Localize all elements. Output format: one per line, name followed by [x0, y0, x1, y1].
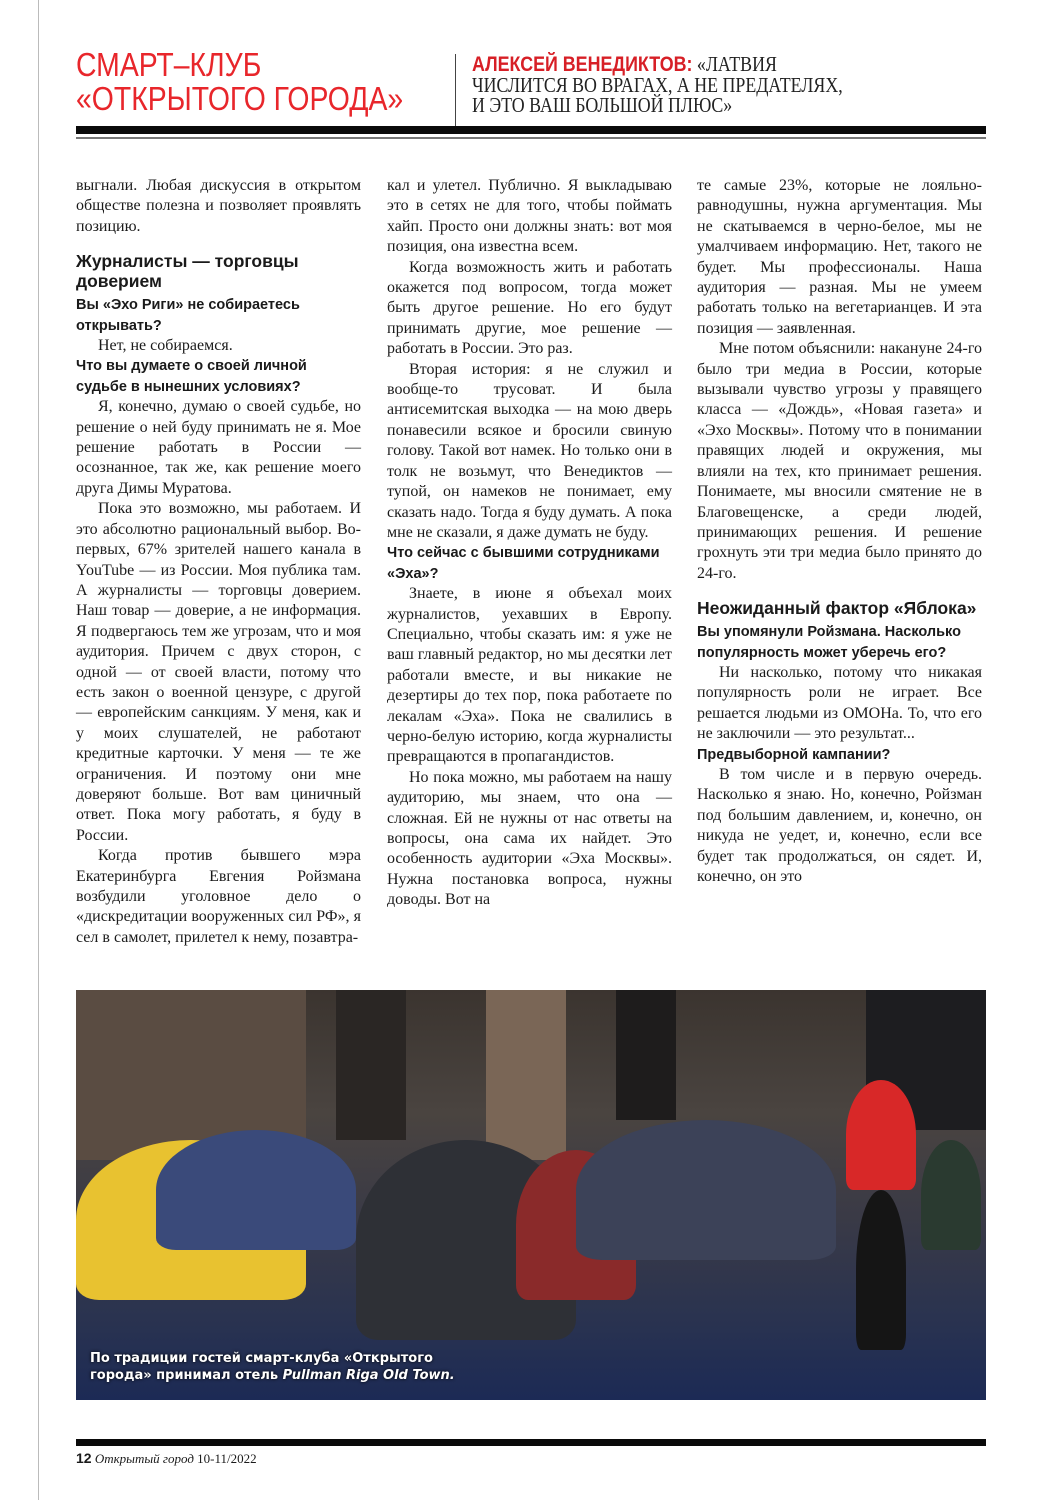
- subheading: Журналисты — торговцы доверием: [76, 251, 299, 292]
- section-title: СМАРТ–КЛУБ «ОТКРЫТОГО ГОРОДА»: [76, 46, 404, 117]
- speaker-name: АЛЕКСЕЙ ВЕНЕДИКТОВ:: [472, 53, 693, 76]
- text-column-1: [76, 176, 361, 948]
- paragraph: Знаете, в июне я объехал моих журналистов, уехавших в Европу. Специально, чтобы сказать им: я уже не ваш главный редактор, но мы десятки лет работали вместе, и вы никакие не дезертиры до тех пор, пока работаете по лекалам «Эха». Пока не свалились в черно-белую историю, когда журналисты превращаются в пропагандистов.: [387, 585, 672, 766]
- paragraph: выгнали. Любая дискуссия в открытом обществе полезна и позволяет проявлять позицию.: [76, 177, 361, 235]
- paragraph: В том числе и в первую очередь. Насколько я знаю. Но, конечно, Ройзман под большим давлением, и, конечно, он никуда не уедет, и, конечно, если все будет так продолжаться, он сядет. И, конечно, он это: [697, 765, 982, 885]
- issue-date: 10-11/2022: [193, 1451, 257, 1466]
- article-headline: АЛЕКСЕЙ ВЕНЕДИКТОВ: «ЛАТВИЯ ЧИСЛИТСЯ ВО ВРАГАХ, А НЕ ПРЕДАТЕЛЯХ, И ЭТО ВАШ БОЛЬШОЙ ПЛЮС»: [472, 52, 843, 117]
- interview-question: Вы «Эхо Риги» не собираетесь открывать?: [76, 297, 300, 334]
- paragraph: Пока это возможно, мы работаем. И это абсолютно рациональный выбор. Во-первых, 67% зрителей нашего канала в YouTube — из России. Моя публика там. А журналисты — торговцы доверием. Наш товар — доверие, а не информация. Я подвергаюсь тем же угрозам, что и моя аудитория. Причем с двух сторон, с одной — от своей власти, потому что есть закон о военной цензуре, с другой — европейским санкциям. У меня, как и у моих слушателей, не работают кредитные карточки. У меня — те же ограничения. И поэтому они мне доверяют больше. Вот вам циничный ответ. Пока могу работать, я буду в России.: [76, 500, 361, 844]
- footer-bar: [76, 1439, 986, 1446]
- photo-caption: По традиции гостей смарт-клуба «Открытого города» принимал отель Pullman Riga Old Town.: [90, 1351, 455, 1383]
- paragraph: те самые 23%, которые не лояльно-равнодушны, нужна аргументация. Мы не скатываемся в черно-белое, мы не умалчиваем информацию. Нет, такого не будет. Мы профессионалы. Наша аудитория — разная. Мы не умеем работать только на вегетарианцев. И эта позиция — заявленная.: [697, 177, 982, 337]
- paragraph: Мне потом объяснили: накануне 24-го было три медиа в России, которые вызывали чувство угрозы у правящего класса — «Дождь», «Новая газета» и «Эхо Москвы». Потому что в понимании правящих людей и окружения, мы влияли на тех, кто принимает решения. Понимаете, мы вносили смятение не в Благовещенске, а среди людей, принимающих решения. И решение грохнуть эти три медиа было принято до 24-го.: [697, 340, 982, 582]
- paragraph: Когда против бывшего мэра Екатеринбурга Евгения Ройзмана возбудили уголовное дело о «дискредитации вооруженных сил РФ», я сел в самолет, прилетел к нему, позавтра-: [76, 847, 361, 946]
- paragraph: кал и улетел. Публично. Я выкладываю это в сетях не для того, чтобы поймать хайп. Просто они должны знать: вот моя позиция, она известна всем.: [387, 177, 672, 256]
- text-column-2: [387, 176, 672, 911]
- paragraph: Нет, не собираемся.: [98, 337, 233, 355]
- page-footer: [76, 1450, 257, 1467]
- header-divider: [455, 54, 456, 126]
- paragraph: Я, конечно, думаю о своей судьбе, но решение о ней буду принимать не я. Мое решение работать в России — осознанное, так же, как решение моего друга Димы Муратова.: [76, 398, 361, 497]
- event-photo: [76, 990, 986, 1400]
- paragraph: Вторая история: я не служил и вообще-то трусоват. И была антисемитская выходка — на мою дверь понавесили всякое и бросили свиную голову. Такой вот намек. Но только они в толк не возьмут, что Венедиктов — тупой, он намеков не понимает, ему сказать надо. Тогда я буду думать. А пока мне не сказали, я даже думать не буду.: [387, 360, 672, 541]
- page-number: 12: [76, 1450, 92, 1466]
- header-bar: [76, 126, 986, 134]
- subheading: Неожиданный фактор «Яблока»: [697, 598, 977, 619]
- interview-question: Что сейчас с бывшими сотрудниками «Эха»?: [387, 545, 660, 582]
- paragraph: Ни насколько, потому что никакая популярность роли не играет. Все решается людьми из ОМОНа. То, что его не заключили — это результат...: [697, 663, 982, 743]
- text-column-3: [697, 176, 982, 887]
- header-thin-rule: [76, 137, 986, 139]
- interview-question: Что вы думаете о своей личной судьбе в нынешних условиях?: [76, 358, 307, 395]
- interview-question: Вы упомянули Ройзмана. Насколько популярность может уберечь его?: [697, 624, 961, 661]
- paragraph: Но пока можно, мы работаем на нашу аудиторию, мы знаем, что она — сложная. Ей не нужны от нас ответы на вопросы, она сама их найдет. Это особенность аудитории «Эха Москвы». Нужна постановка вопроса, нужны доводы. Вот на: [387, 768, 672, 909]
- interview-question: Предвыборной кампании?: [697, 746, 891, 763]
- margin-rule: [38, 0, 39, 1500]
- magazine-name: Открытый город: [94, 1451, 194, 1466]
- paragraph: Когда возможность жить и работать окажется под вопросом, тогда может быть другое решение. Но его будут принимать другие, мое решение — работать в России. Это раз.: [387, 258, 672, 358]
